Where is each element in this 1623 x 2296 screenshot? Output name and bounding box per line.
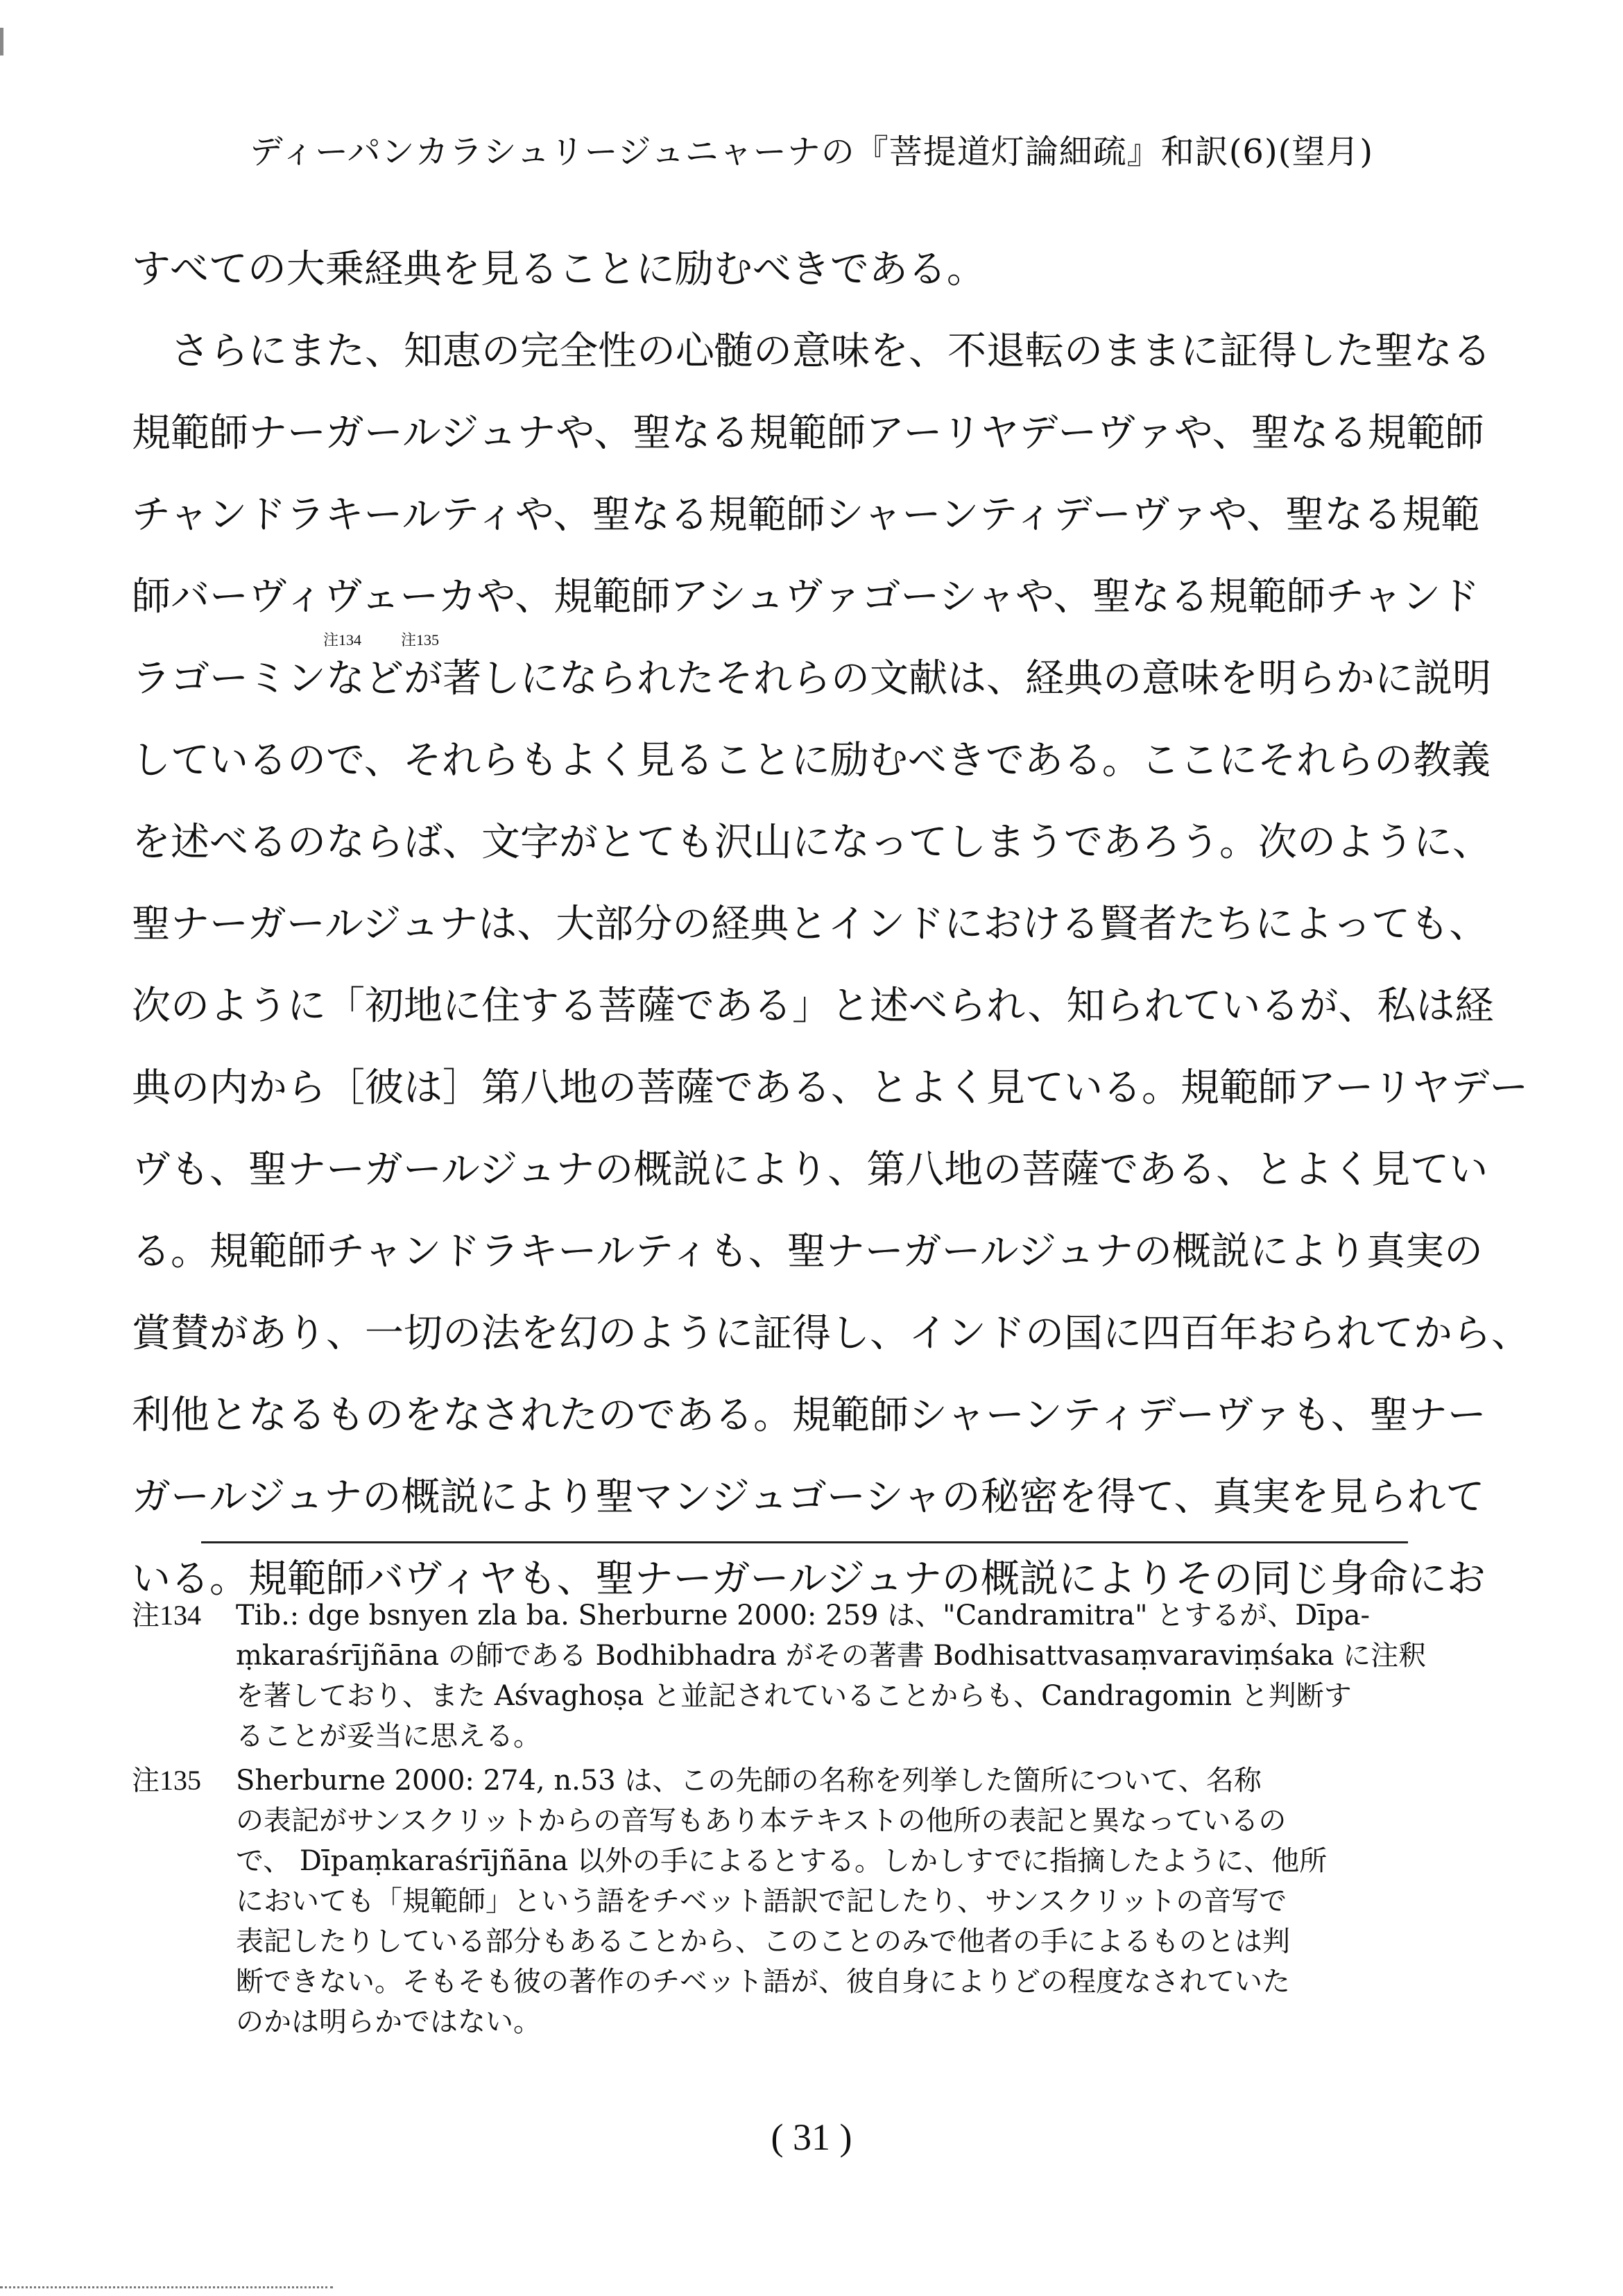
text-line: いる。規範師バヴィヤも、聖ナーガールジュナの概説によりその同じ身命にお <box>132 1557 1486 1602</box>
text-fragment: ラゴーミン <box>132 656 326 701</box>
footnote-line: で、 Dīpaṃkaraśrījñāna 以外の手によるとする。しかしすでに指摘したように、他所 <box>236 1845 1328 1877</box>
footnote-body <box>236 1760 1505 2042</box>
text-line: 典の内から［彼は］第八地の菩薩である、とよく見ている。規範師アーリヤデー <box>132 1065 1529 1111</box>
text-line: さらにまた、知恵の完全性の心髄の意味を、不退転のままに証得した聖なる <box>171 329 1491 374</box>
text-line: 聖ナーガールジュナは、大部分の経典とインドにおける賢者たちによっても、 <box>132 902 1488 947</box>
running-header: ディーパンカラシュリージュニャーナの『菩提道灯論細疏』和訳(6)(望月) <box>249 132 1374 171</box>
footnote-line: Tib.: dge bsnyen zla ba. Sherburne 2000: 259 は、"Candramitra" とするが、Dīpa- <box>236 1600 1371 1631</box>
text-line: 賞賛があり、一切の法を幻のように証得し、インドの国に四百年おられてから、 <box>132 1311 1530 1356</box>
note-134-marker: 注134 <box>323 631 362 649</box>
text-line: すべての大乗経典を見ることに励むべきである。 <box>132 247 986 292</box>
footnote-line: ṃkaraśrījñāna の師である Bodhibhadra がその著書 Bodhisattvasaṃvaraviṃśaka に注釈 <box>236 1640 1427 1672</box>
text-line: 規範師ナーガールジュナや、聖なる規範師アーリヤデーヴァや、聖なる規範師 <box>132 411 1484 456</box>
text-fragment: が著しになられたそれらの文献は、経典の意味を明らかに説明 <box>404 656 1491 701</box>
footnote-134 <box>132 1595 1505 1756</box>
text-line: ヴも、聖ナーガールジュナの概説により、第八地の菩薩である、とよく見てい <box>132 1147 1488 1192</box>
footnote-label: 注134 <box>132 1600 201 1631</box>
footnote-line: を著しており、また Aśvaghoṣa と並記されていることからも、Candragomin と判断す <box>236 1680 1352 1712</box>
text-line: 師バーヴィヴェーカや、規範師アシュヴァゴーシャや、聖なる規範師チャンド <box>132 574 1480 619</box>
text-fragment: など <box>326 656 404 701</box>
footnote-label: 注135 <box>132 1765 201 1796</box>
text-line: しているので、それらもよく見ることに励むべきである。ここにそれらの教義 <box>132 738 1491 783</box>
note-135-marker: 注135 <box>401 631 440 649</box>
footnote-body <box>236 1595 1505 1756</box>
text-line: を述べるのならば、文字がとても沢山になってしまうであろう。次のように、 <box>132 820 1491 865</box>
scan-edge-mark <box>0 28 3 55</box>
text-line: チャンドラキールティや、聖なる規範師シャーンティデーヴァや、聖なる規範 <box>132 492 1480 538</box>
footnote-line: Sherburne 2000: 274, n.53 は、この先師の名称を列挙した箇所について、名称 <box>236 1765 1262 1797</box>
text-line: ガールジュナの概説により聖マンジュゴーシャの秘密を得て、真実を見られて <box>132 1475 1485 1520</box>
footnote-line: 断できない。そもそも彼の著作のチベット語が、彼自身によりどの程度なされていた <box>236 1966 1290 1998</box>
footnote-line: においても「規範師」という語をチベット語訳で記したり、サンスクリットの音写で <box>236 1885 1287 1917</box>
footnote-135 <box>132 1760 1505 2042</box>
text-line: 利他となるものをなされたのである。規範師シャーンティデーヴァも、聖ナー <box>132 1393 1486 1438</box>
footnotes <box>132 1595 1505 2046</box>
text-line: 次のように「初地に住する菩薩である」と述べられ、知られているが、私は経 <box>132 984 1494 1029</box>
text-line-with-notes <box>132 631 1491 720</box>
page-number: ( 31 ) <box>771 2116 852 2158</box>
main-text <box>132 229 1530 1620</box>
footnote-divider <box>201 1541 1408 1543</box>
footnote-line: の表記がサンスクリットからの音写もあり本テキストの他所の表記と異なっているの <box>236 1805 1287 1837</box>
text-line: る。規範師チャンドラキールティも、聖ナーガールジュナの概説により真実の <box>132 1229 1483 1274</box>
footnote-line: ることが妥当に思える。 <box>236 1720 541 1752</box>
footnote-line: のかは明らかではない。 <box>236 2006 541 2038</box>
scan-edge-dots <box>0 2286 333 2288</box>
footnote-line: 表記したりしている部分もあることから、このことのみで他者の手によるものとは判 <box>236 1926 1290 1957</box>
